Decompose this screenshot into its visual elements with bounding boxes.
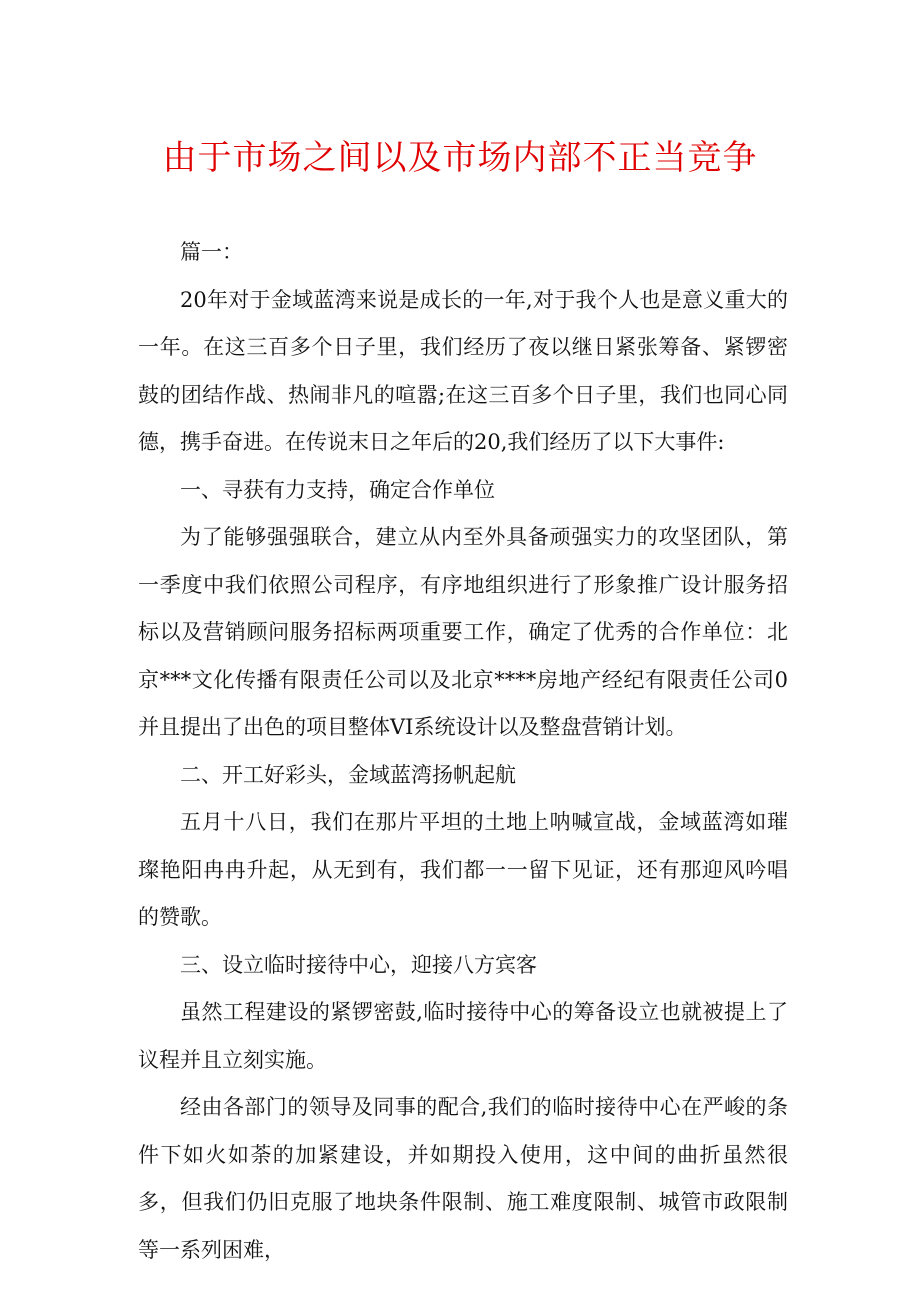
heading-section-2: 二、开工好彩头，金域蓝湾扬帆起航 bbox=[180, 762, 516, 787]
paragraph-section-label: 篇一： bbox=[180, 240, 243, 264]
paragraph-section-2: 五月十八日，我们在那片平坦的土地上呐喊宣战，金域蓝湾如璀璨艳阳冉冉升起，从无到有，我们都一一留下见证，还有那迎风吟唱的赞歌。 bbox=[138, 810, 788, 929]
heading-section-1: 一、寻获有力支持，确定合作单位 bbox=[180, 477, 495, 502]
document-body bbox=[138, 229, 788, 1274]
paragraph-section-3a: 虽然工程建设的紧锣密鼓,临时接待中心的筹备设立也就被提上了议程并且立刻实施。 bbox=[138, 1000, 788, 1072]
paragraph-intro: 20年对于金域蓝湾来说是成长的一年,对于我个人也是意义重大的一年。在这三百多个日子里，我们经历了夜以继日紧张筹备、紧锣密鼓的团结作战、热闹非凡的喧嚣;在这三百多个日子里，我们也同心同德，携手奋进。在传说末日之年后的20,我们经历了以下大事件: bbox=[138, 287, 788, 454]
document-title: 由于市场之间以及市场内部不正当竞争 bbox=[162, 138, 758, 178]
paragraph-section-3b: 经由各部门的领导及同事的配合,我们的临时接待中心在严峻的条件下如火如荼的加紧建设，并如期投入使用，这中间的曲折虽然很多，但我们仍旧克服了地块条件限制、施工难度限制、城管市政限制等一系列困难， bbox=[138, 1095, 788, 1262]
paragraph-section-1: 为了能够强强联合，建立从内至外具备顽强实力的攻坚团队，第一季度中我们依照公司程序，有序地组织进行了形象推广设计服务招标以及营销顾问服务招标两项重要工作，确定了优秀的合作单位：北京***文化传播有限责任公司以及北京****房地产经纪有限责任公司0并且提出了出色的项目整体VI系统设计以及整盘营销计划。 bbox=[138, 525, 788, 739]
heading-section-3: 三、设立临时接待中心，迎接八方宾客 bbox=[180, 952, 537, 977]
